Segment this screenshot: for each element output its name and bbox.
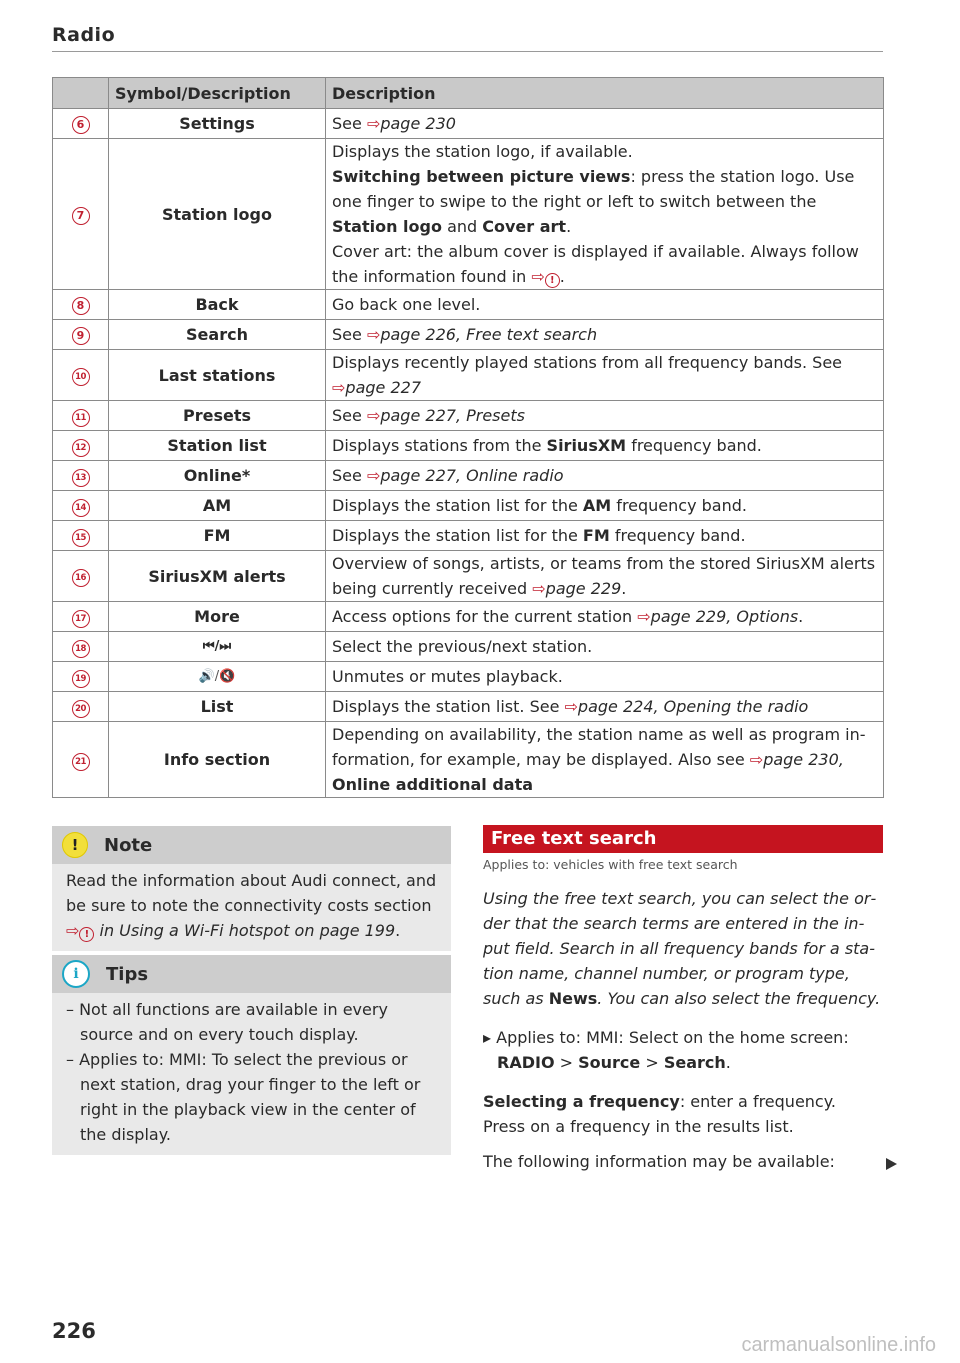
symbol-label: More bbox=[109, 602, 326, 632]
table-row bbox=[53, 491, 884, 521]
header-divider bbox=[52, 51, 883, 52]
symbol-label: AM bbox=[109, 491, 326, 521]
callout-number: 15 bbox=[72, 529, 90, 547]
note-header bbox=[52, 826, 451, 864]
page-link[interactable]: page 227 bbox=[345, 378, 421, 397]
description-cell: Displays stations from the SiriusXM frequency band. bbox=[326, 431, 884, 461]
caution-icon[interactable]: ! bbox=[79, 927, 94, 942]
free-text-search-section bbox=[483, 825, 883, 1174]
description-cell: Displays the station list for the AM frequency band. bbox=[326, 491, 884, 521]
page-header-title: Radio bbox=[52, 24, 116, 46]
following-info-paragraph: The following information may be available: bbox=[483, 1152, 835, 1171]
tips-title: Tips bbox=[106, 963, 149, 985]
table-row bbox=[53, 602, 884, 632]
arrow-right-icon: ⇨ bbox=[564, 697, 578, 716]
table-row bbox=[53, 401, 884, 431]
page-link[interactable]: in Using a Wi-Fi hotspot on page 199 bbox=[99, 921, 396, 940]
description-cell: Displays recently played stations from all frequency bands. See ⇨page 227 bbox=[326, 350, 884, 401]
symbol-label: SiriusXM alerts bbox=[109, 551, 326, 602]
callout-number: 6 bbox=[72, 116, 90, 134]
description-cell: See ⇨page 230 bbox=[326, 109, 884, 139]
col-header-number bbox=[53, 78, 109, 109]
page-number: 226 bbox=[52, 1319, 96, 1343]
symbol-table bbox=[52, 77, 884, 798]
col-header-symbol: Symbol/Description bbox=[109, 78, 326, 109]
description-cell: Access options for the current station ⇨page 229, Options. bbox=[326, 602, 884, 632]
callout-number: 14 bbox=[72, 499, 90, 517]
table-row bbox=[53, 632, 884, 662]
note-title: Note bbox=[104, 834, 153, 856]
page-link[interactable]: page 227, Presets bbox=[380, 406, 525, 425]
page-link[interactable]: page 224, Opening the radio bbox=[577, 697, 809, 716]
continue-arrow-icon bbox=[886, 1158, 897, 1170]
symbol-label: FM bbox=[109, 521, 326, 551]
skip-prev-next-icon: ⏮/⏭ bbox=[109, 632, 326, 662]
callout-number: 16 bbox=[72, 569, 90, 587]
description-cell: Go back one level. bbox=[326, 290, 884, 320]
table-row bbox=[53, 722, 884, 798]
page-link[interactable]: page 227, Online radio bbox=[380, 466, 564, 485]
list-item: – Applies to: MMI: To select the previous or next station, drag your finger to the left or right in the playback view in the center of the display. bbox=[66, 1050, 421, 1144]
symbol-label: Presets bbox=[109, 401, 326, 431]
symbol-label: Back bbox=[109, 290, 326, 320]
callout-number: 9 bbox=[72, 327, 90, 345]
description-cell: Displays the station list. See ⇨page 224, Opening the radio bbox=[326, 692, 884, 722]
table-row bbox=[53, 109, 884, 139]
table-row bbox=[53, 692, 884, 722]
callout-number: 13 bbox=[72, 469, 90, 487]
applies-to-note: Applies to: vehicles with free text search bbox=[483, 857, 738, 872]
caution-icon[interactable]: ! bbox=[545, 273, 560, 288]
page-link[interactable]: page 226, Free text search bbox=[380, 325, 598, 344]
callout-number: 20 bbox=[72, 700, 90, 718]
instruction-step: ▸ Applies to: MMI: Select on the home screen: RADIO > Source > Search. bbox=[483, 1028, 849, 1072]
selecting-frequency-paragraph: Selecting a frequency: enter a frequency. Press on a frequency in the results list. bbox=[483, 1092, 836, 1136]
table-header-row bbox=[53, 78, 884, 109]
symbol-label: Info section bbox=[109, 722, 326, 798]
description-cell: See ⇨page 227, Online radio bbox=[326, 461, 884, 491]
symbol-label: Last stations bbox=[109, 350, 326, 401]
arrow-right-icon: ⇨ bbox=[366, 114, 381, 133]
description-cell: Displays the station list for the FM frequency band. bbox=[326, 521, 884, 551]
arrow-right-icon: ⇨ bbox=[332, 378, 346, 397]
volume-mute-icon: 🔊/🔇 bbox=[109, 662, 326, 692]
callout-number: 8 bbox=[72, 297, 90, 315]
callout-number: 17 bbox=[72, 610, 90, 628]
note-text: Read the information about Audi connect, and be sure to note the connectivity costs section ⇨ ! in Using a Wi-Fi hotspot on page 199. bbox=[66, 871, 437, 940]
table-row bbox=[53, 662, 884, 692]
info-icon: i bbox=[62, 960, 90, 988]
arrow-right-icon: ⇨ bbox=[366, 466, 381, 485]
callout-number: 21 bbox=[72, 753, 90, 771]
note-box bbox=[52, 826, 451, 951]
table-row bbox=[53, 461, 884, 491]
callout-number: 11 bbox=[72, 409, 90, 427]
description-cell: Unmutes or mutes playback. bbox=[326, 662, 884, 692]
table-row bbox=[53, 290, 884, 320]
tips-header bbox=[52, 955, 451, 993]
callout-number: 12 bbox=[72, 439, 90, 457]
table-row bbox=[53, 521, 884, 551]
symbol-label: Search bbox=[109, 320, 326, 350]
warning-icon: ! bbox=[62, 832, 88, 858]
arrow-right-icon: ⇨ bbox=[637, 607, 651, 626]
table-row bbox=[53, 320, 884, 350]
table-row bbox=[53, 139, 884, 290]
symbol-label: Settings bbox=[109, 109, 326, 139]
table-row bbox=[53, 350, 884, 401]
arrow-right-icon: ⇨ bbox=[366, 406, 381, 425]
col-header-description: Description bbox=[326, 78, 884, 109]
callout-number: 10 bbox=[72, 368, 90, 386]
callout-number: 7 bbox=[72, 207, 90, 225]
symbol-label: Station list bbox=[109, 431, 326, 461]
description-cell: Depending on availability, the station name as well as program information, for example, may be displayed. Also see ⇨page 230, Online additional data bbox=[326, 722, 884, 798]
list-item: – Not all functions are available in every source and on every touch display. bbox=[66, 1000, 388, 1044]
page-link[interactable]: page 230 bbox=[380, 114, 456, 133]
arrow-right-icon: ⇨ bbox=[532, 579, 546, 598]
arrow-right-icon: ⇨ bbox=[531, 267, 545, 286]
page-link[interactable]: page 229, Options bbox=[650, 607, 799, 626]
description-cell: Displays the station logo, if available. Switching between picture views: press the station logo. Use one finger to swipe to the right or left to switch between the Station logo and Cover art. Cover art: the album cover is displayed if available. Always follow the information found in ⇨ ! . bbox=[326, 139, 884, 290]
arrow-right-icon: ⇨ bbox=[366, 325, 381, 344]
description-cell: See ⇨page 227, Presets bbox=[326, 401, 884, 431]
tips-list bbox=[66, 997, 437, 1147]
symbol-label: Station logo bbox=[109, 139, 326, 290]
section-title: Free text search bbox=[483, 825, 883, 853]
tips-box bbox=[52, 955, 451, 1155]
page-link[interactable]: page 230, bbox=[763, 750, 844, 769]
callout-number: 18 bbox=[72, 640, 90, 658]
arrow-right-icon: ⇨ bbox=[749, 750, 764, 769]
page-link[interactable]: Online additional data bbox=[332, 775, 534, 794]
watermark: carmanualsonline.info bbox=[741, 1334, 936, 1356]
page-link[interactable]: page 229 bbox=[545, 579, 622, 598]
table-row bbox=[53, 551, 884, 602]
description-cell: Select the previous/next station. bbox=[326, 632, 884, 662]
section-intro: Using the free text search, you can select the order that the search terms are entered in the input field. Search in all frequency bands for a station name, channel number, or program type, such as News. You can also select the frequency. bbox=[483, 889, 881, 1008]
description-cell: See ⇨page 226, Free text search bbox=[326, 320, 884, 350]
symbol-label: Online* bbox=[109, 461, 326, 491]
arrow-right-icon: ⇨ bbox=[66, 921, 80, 940]
callout-number: 19 bbox=[72, 670, 90, 688]
symbol-label: List bbox=[109, 692, 326, 722]
description-cell: Overview of songs, artists, or teams from the stored SiriusXM alerts being currently received ⇨page 229. bbox=[326, 551, 884, 602]
table-row bbox=[53, 431, 884, 461]
